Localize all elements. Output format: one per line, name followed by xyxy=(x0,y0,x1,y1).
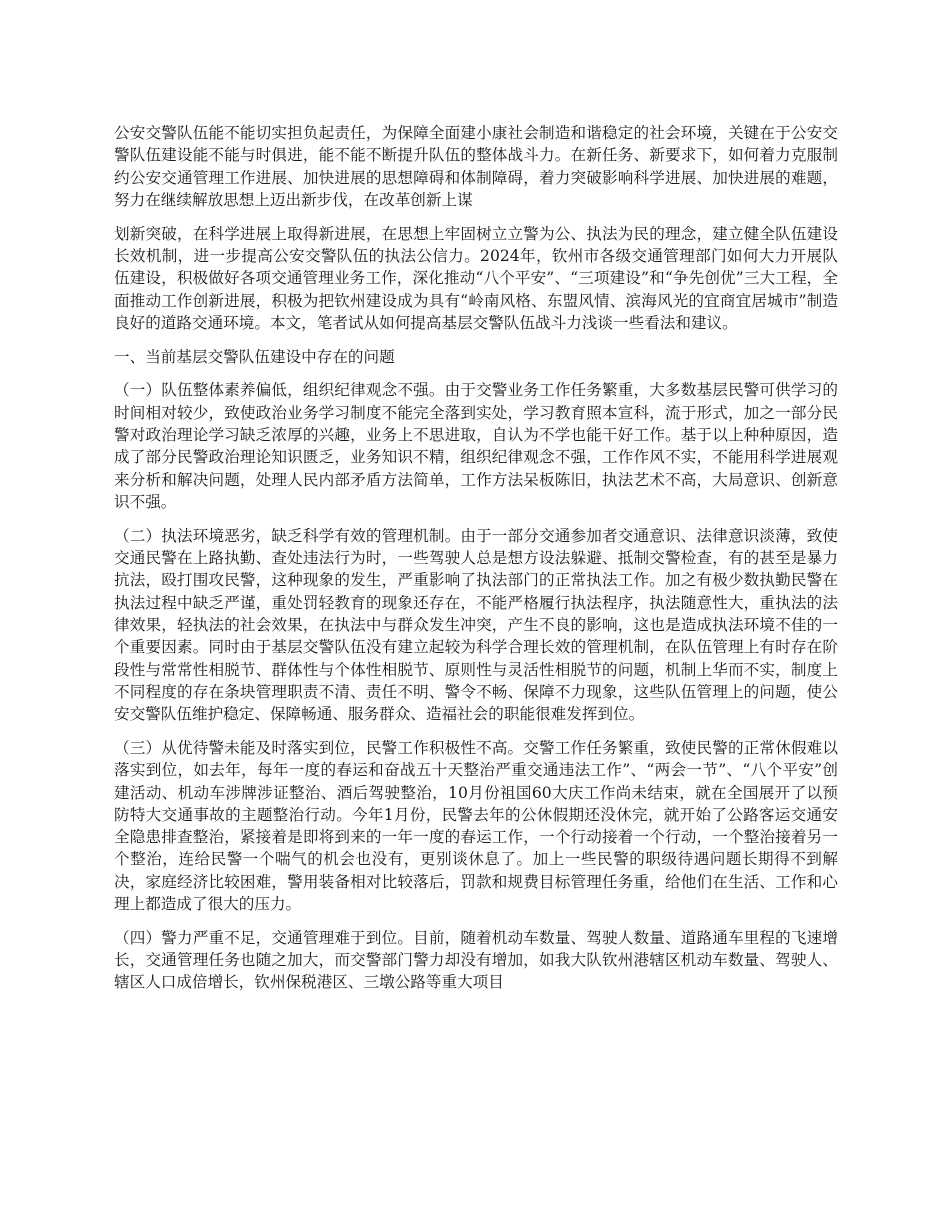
paragraph-intro: 公安交警队伍能不能切实担负起责任，为保障全面建小康社会制造和谐稳定的社会环境，关键在于公安交警队伍建设能不能与时俱进，能不能不断提升队伍的整体战斗力。在新任务、新要求下，如何着力克服制约公安交通管理工作进展、加快进展的思想障碍和体制障碍，着力突破影响科学进展、加快进展的难题，努力在继续解放思想上迈出新步伐，在改革创新上谋 xyxy=(114,124,838,209)
paragraph-issue-1: （一）队伍整体素养偏低，组织纪律观念不强。由于交警业务工作任务繁重，大多数基层民警可供学习的时间相对较少，致使政治业务学习制度不能完全落到实处，学习教育照本宣科，流于形式，加之一部分民警对政治理论学习缺乏浓厚的兴趣，业务上不思进取，自认为不学也能干好工作。基于以上种种原因，造成了部分民警政治理论知识匮乏，业务知识不精，组织纪律观念不强，工作作风不实，不能用科学进展观来分析和解决问题，处理人民内部矛盾方法简单，工作方法呆板陈旧，执法艺术不高，大局意识、创新意识不强。 xyxy=(114,381,838,511)
paragraph-issue-4: （四）警力严重不足，交通管理难于到位。目前，随着机动车数量、驾驶人数量、道路通车里程的飞速增长，交通管理任务也随之加大，而交警部门警力却没有增加，如我大队钦州港辖区机动车数量、驾驶人、辖区人口成倍增长，钦州保税港区、三墩公路等重大项目 xyxy=(114,928,838,992)
paragraph-continuation: 划新突破，在科学进展上取得新进展，在思想上牢固树立立警为公、执法为民的理念，建立健全队伍建设长效机制，进一步提高公安交警队伍的执法公信力。2024年，钦州市各级交通管理部门如何大力开展队伍建设，积极做好各项交通管理业务工作，深化推动“八个平安”、“三项建设”和“争先创优”三大工程，全面推动工作创新进展，积极为把钦州建设成为具有“岭南风格、东盟风情、滨海风光的宜商宜居城市”制造良好的道路交通环境。本文，笔者试从如何提高基层交警队伍战斗力浅谈一些看法和建议。 xyxy=(114,224,838,332)
section-heading: 一、当前基层交警队伍建设中存在的问题 xyxy=(114,347,395,366)
paragraph-issue-2: （二）执法环境恶劣，缺乏科学有效的管理机制。由于一部分交通参加者交通意识、法律意识淡薄，致使交通民警在上路执勤、查处违法行为时，一些驾驶人总是想方设法躲避、抵制交警检查，有的甚至是暴力抗法，殴打围攻民警，这种现象的发生，严重影响了执法部门的正常执法工作。加之有极少数执勤民警在执法过程中缺乏严谨，重处罚轻教育的现象还存在，不能严格履行执法程序，执法随意性大，重执法的法律效果，轻执法的社会效果，在执法中与群众发生冲突，产生不良的影响，这也是造成执法环境不佳的一个重要因素。同时由于基层交警队伍没有建立起较为科学合理长效的管理机制，在队伍管理上有时存在阶段性与常常性相脱节、群体性与个体性相脱节、原则性与灵活性相脱节的问题，机制上华而不实，制度上不同程度的存在条块管理职责不清、责任不明、警令不畅、保障不力现象，这些队伍管理上的问题，使公安交警队伍维护稳定、保障畅通、服务群众、造福社会的职能很难发挥到位。 xyxy=(114,526,838,724)
paragraph-issue-3: （三）从优待警未能及时落实到位，民警工作积极性不高。交警工作任务繁重，致使民警的正常休假难以落实到位，如去年，每年一度的春运和奋战五十天整治严重交通违法工作”、“两会一节”、“八个平安”创建活动、机动车涉牌涉证整治、酒后驾驶整治，10月份祖国60大庆工作尚未结束，就在全国展开了以预防特大交通事故的主题整治行动。今年1月份，民警去年的公休假期还没休完，就开始了公路客运交通安全隐患排查整治，紧接着是即将到来的一年一度的春运工作，一个行动接着一个行动，一个整治接着另一个整治，连给民警一个喘气的机会也没有，更别谈休息了。加上一些民警的职级待遇问题长期得不到解决，家庭经济比较困难，警用装备相对比较落后，罚款和规费目标管理任务重，给他们在生活、工作和心理上都造成了很大的压力。 xyxy=(114,738,838,913)
document-page xyxy=(114,122,838,1005)
